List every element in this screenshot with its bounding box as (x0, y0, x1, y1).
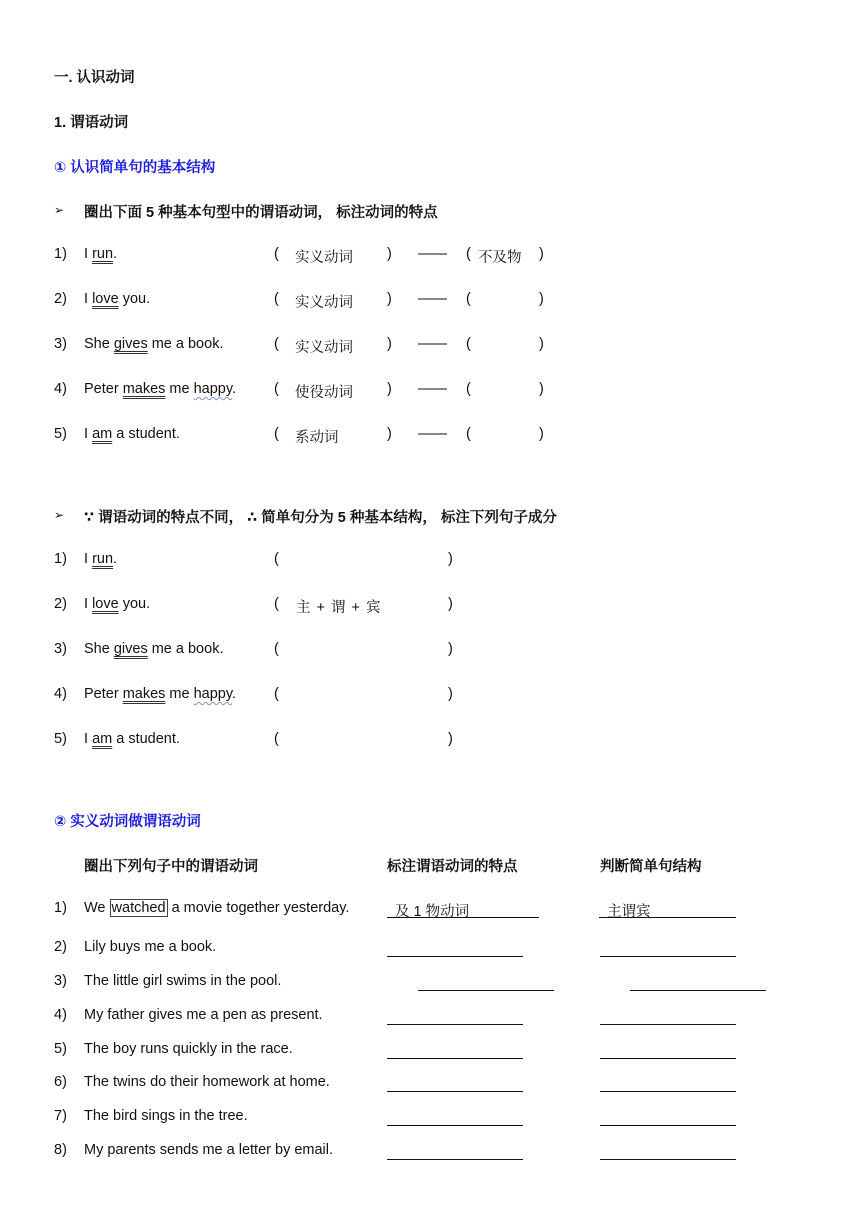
row-number: 4) (54, 381, 67, 397)
row-number: 4) (54, 1007, 67, 1023)
heading-section-1: ① 认识简单句的基本结构 (54, 160, 216, 176)
paren-close: ) (448, 641, 453, 657)
row-number: 3) (54, 973, 67, 989)
verb-type-answer: 系动词 (295, 430, 339, 446)
heading-section-2: ② 实义动词做谓语动词 (54, 814, 201, 830)
sentence-fragment: me a book. (147, 641, 224, 657)
sentence-fragment: We (84, 900, 110, 916)
row-number: 5) (54, 1041, 67, 1057)
dash: —— (418, 426, 447, 442)
sentence-text (84, 641, 223, 657)
column-header-sentence: 圈出下列句子中的谓语动词 (84, 859, 258, 875)
sentence-text (84, 381, 236, 397)
task-instruction-1: 圈出下面 5 种基本句型中的谓语动词， 标注动词的特点 (84, 205, 438, 221)
sentence-text: My father gives me a pen as present. (84, 1007, 323, 1023)
verb-word: love (92, 291, 119, 307)
row-number: 6) (54, 1074, 67, 1090)
sentence-fragment: happy (193, 686, 233, 702)
verb-word: gives (113, 336, 148, 352)
paren-close: ) (539, 426, 544, 442)
dash: —— (418, 246, 447, 262)
sentence-text (84, 596, 150, 612)
paren-close: ) (448, 686, 453, 702)
paren-close: ) (539, 381, 544, 397)
structure-answer-line[interactable] (630, 990, 766, 991)
row-number: 5) (54, 731, 67, 747)
sentence-text (84, 731, 180, 747)
task-instruction-2: ∵ 谓语动词的特点不同， ∴ 简单句分为 5 种基本结构， 标注下列句子成分 (84, 510, 557, 526)
dash: —— (418, 381, 447, 397)
paren-open: ( (274, 246, 279, 262)
sentence-fragment: me (165, 686, 194, 702)
paren-close: ) (539, 291, 544, 307)
paren-open: ( (274, 731, 279, 747)
dash: —— (418, 336, 447, 352)
verb-type-answer: 实义动词 (295, 340, 353, 356)
structure-answer-line[interactable] (600, 1024, 736, 1025)
sentence-text (84, 551, 117, 567)
verb-type-answer: 使役动词 (295, 385, 353, 401)
verb-word: love (92, 596, 119, 612)
paren-close: ) (387, 291, 392, 307)
sentence-fragment: I (84, 731, 93, 747)
feature-answer-line[interactable] (387, 1024, 523, 1025)
sentence-fragment: . (113, 246, 118, 262)
paren-open: ( (274, 596, 279, 612)
row-number: 5) (54, 426, 67, 442)
paren-open: ( (274, 426, 279, 442)
paren-close: ) (387, 381, 392, 397)
verb-type-answer: 实义动词 (295, 250, 353, 266)
feature-answer-line[interactable] (387, 1125, 523, 1126)
paren-close: ) (448, 596, 453, 612)
sentence-fragment: . (113, 551, 118, 567)
sentence-text (84, 426, 180, 442)
dash: —— (418, 291, 447, 307)
row-number: 7) (54, 1108, 67, 1124)
row-number: 3) (54, 641, 67, 657)
sentence-text: The twins do their homework at home. (84, 1074, 330, 1090)
row-number: 8) (54, 1142, 67, 1158)
heading-level2: 1. 谓语动词 (54, 115, 129, 131)
paren-open: ( (274, 336, 279, 352)
verb-word: gives (113, 641, 148, 657)
sentence-fragment: a student. (112, 731, 180, 747)
row-number: 2) (54, 939, 67, 955)
heading-level1: 一. 认识动词 (54, 70, 135, 86)
row-number: 2) (54, 291, 67, 307)
sentence-text (84, 291, 150, 307)
structure-answer-line[interactable] (600, 1125, 736, 1126)
feature-answer[interactable]: 不及物 (478, 250, 522, 266)
feature-answer-line[interactable] (387, 1058, 523, 1059)
structure-answer-line[interactable] (600, 1058, 736, 1059)
circled-verb: watched (111, 900, 166, 916)
paren-open: ( (466, 291, 471, 307)
feature-answer[interactable]: 及 1 物动词 (395, 904, 470, 920)
sentence-fragment: me (165, 381, 194, 397)
row-number: 4) (54, 686, 67, 702)
arrow-bullet-icon: ➢ (54, 508, 65, 522)
sentence-text: Lily buys me a book. (84, 939, 217, 955)
paren-close: ) (448, 551, 453, 567)
verb-word: makes (122, 686, 166, 702)
structure-answer-line[interactable] (600, 1159, 736, 1160)
sentence-text (84, 686, 236, 702)
sentence-fragment: a student. (112, 426, 180, 442)
row-number: 2) (54, 596, 67, 612)
feature-answer-line[interactable] (387, 1159, 523, 1160)
verb-word: makes (122, 381, 166, 397)
paren-open: ( (274, 381, 279, 397)
paren-open: ( (274, 291, 279, 307)
sentence-text (84, 900, 349, 916)
paren-open: ( (466, 426, 471, 442)
paren-close: ) (539, 336, 544, 352)
verb-word: am (92, 426, 113, 442)
sentence-fragment: . (232, 686, 237, 702)
structure-answer[interactable]: 主谓宾 (607, 904, 651, 920)
sentence-text: The boy runs quickly in the race. (84, 1041, 293, 1057)
sentence-fragment: I (84, 246, 93, 262)
verb-word: run (92, 551, 114, 567)
paren-close: ) (387, 426, 392, 442)
paren-close: ) (539, 246, 544, 262)
verb-word: am (92, 731, 113, 747)
sentence-fragment: me a book. (147, 336, 224, 352)
row-number: 1) (54, 246, 67, 262)
sentence-fragment: happy (193, 381, 233, 397)
paren-close: ) (448, 731, 453, 747)
paren-close: ) (387, 246, 392, 262)
verb-type-answer: 实义动词 (295, 295, 353, 311)
structure-answer-line[interactable] (600, 956, 736, 957)
sentence-fragment: I (84, 426, 93, 442)
paren-open: ( (466, 246, 471, 262)
row-number: 3) (54, 336, 67, 352)
column-header-feature: 标注谓语动词的特点 (387, 859, 518, 875)
sentence-fragment: you. (118, 291, 151, 307)
structure-answer-line[interactable] (600, 1091, 736, 1092)
paren-open: ( (466, 381, 471, 397)
column-header-structure: 判断简单句结构 (600, 859, 702, 875)
sentence-fragment: She (84, 336, 114, 352)
sentence-fragment: I (84, 551, 93, 567)
sentence-text: The bird sings in the tree. (84, 1108, 248, 1124)
sentence-fragment: a movie together yesterday. (167, 900, 350, 916)
sentence-fragment: Peter (84, 381, 123, 397)
sentence-fragment: Peter (84, 686, 123, 702)
structure-answer[interactable]: 主 + 谓 + 宾 (296, 600, 381, 616)
sentence-fragment: . (232, 381, 237, 397)
verb-word: run (92, 246, 114, 262)
sentence-text: My parents sends me a letter by email. (84, 1142, 334, 1158)
arrow-bullet-icon: ➢ (54, 203, 65, 217)
sentence-fragment: I (84, 291, 93, 307)
paren-open: ( (466, 336, 471, 352)
sentence-text: The little girl swims in the pool. (84, 973, 282, 989)
paren-open: ( (274, 641, 279, 657)
feature-answer-line[interactable] (418, 990, 554, 991)
sentence-text (84, 336, 223, 352)
sentence-fragment: She (84, 641, 114, 657)
feature-answer-line[interactable] (387, 1091, 523, 1092)
sentence-text (84, 246, 117, 262)
feature-answer-line[interactable] (387, 956, 523, 957)
sentence-fragment: you. (118, 596, 151, 612)
row-number: 1) (54, 551, 67, 567)
paren-open: ( (274, 551, 279, 567)
sentence-fragment: I (84, 596, 93, 612)
paren-open: ( (274, 686, 279, 702)
row-number: 1) (54, 900, 67, 916)
paren-close: ) (387, 336, 392, 352)
